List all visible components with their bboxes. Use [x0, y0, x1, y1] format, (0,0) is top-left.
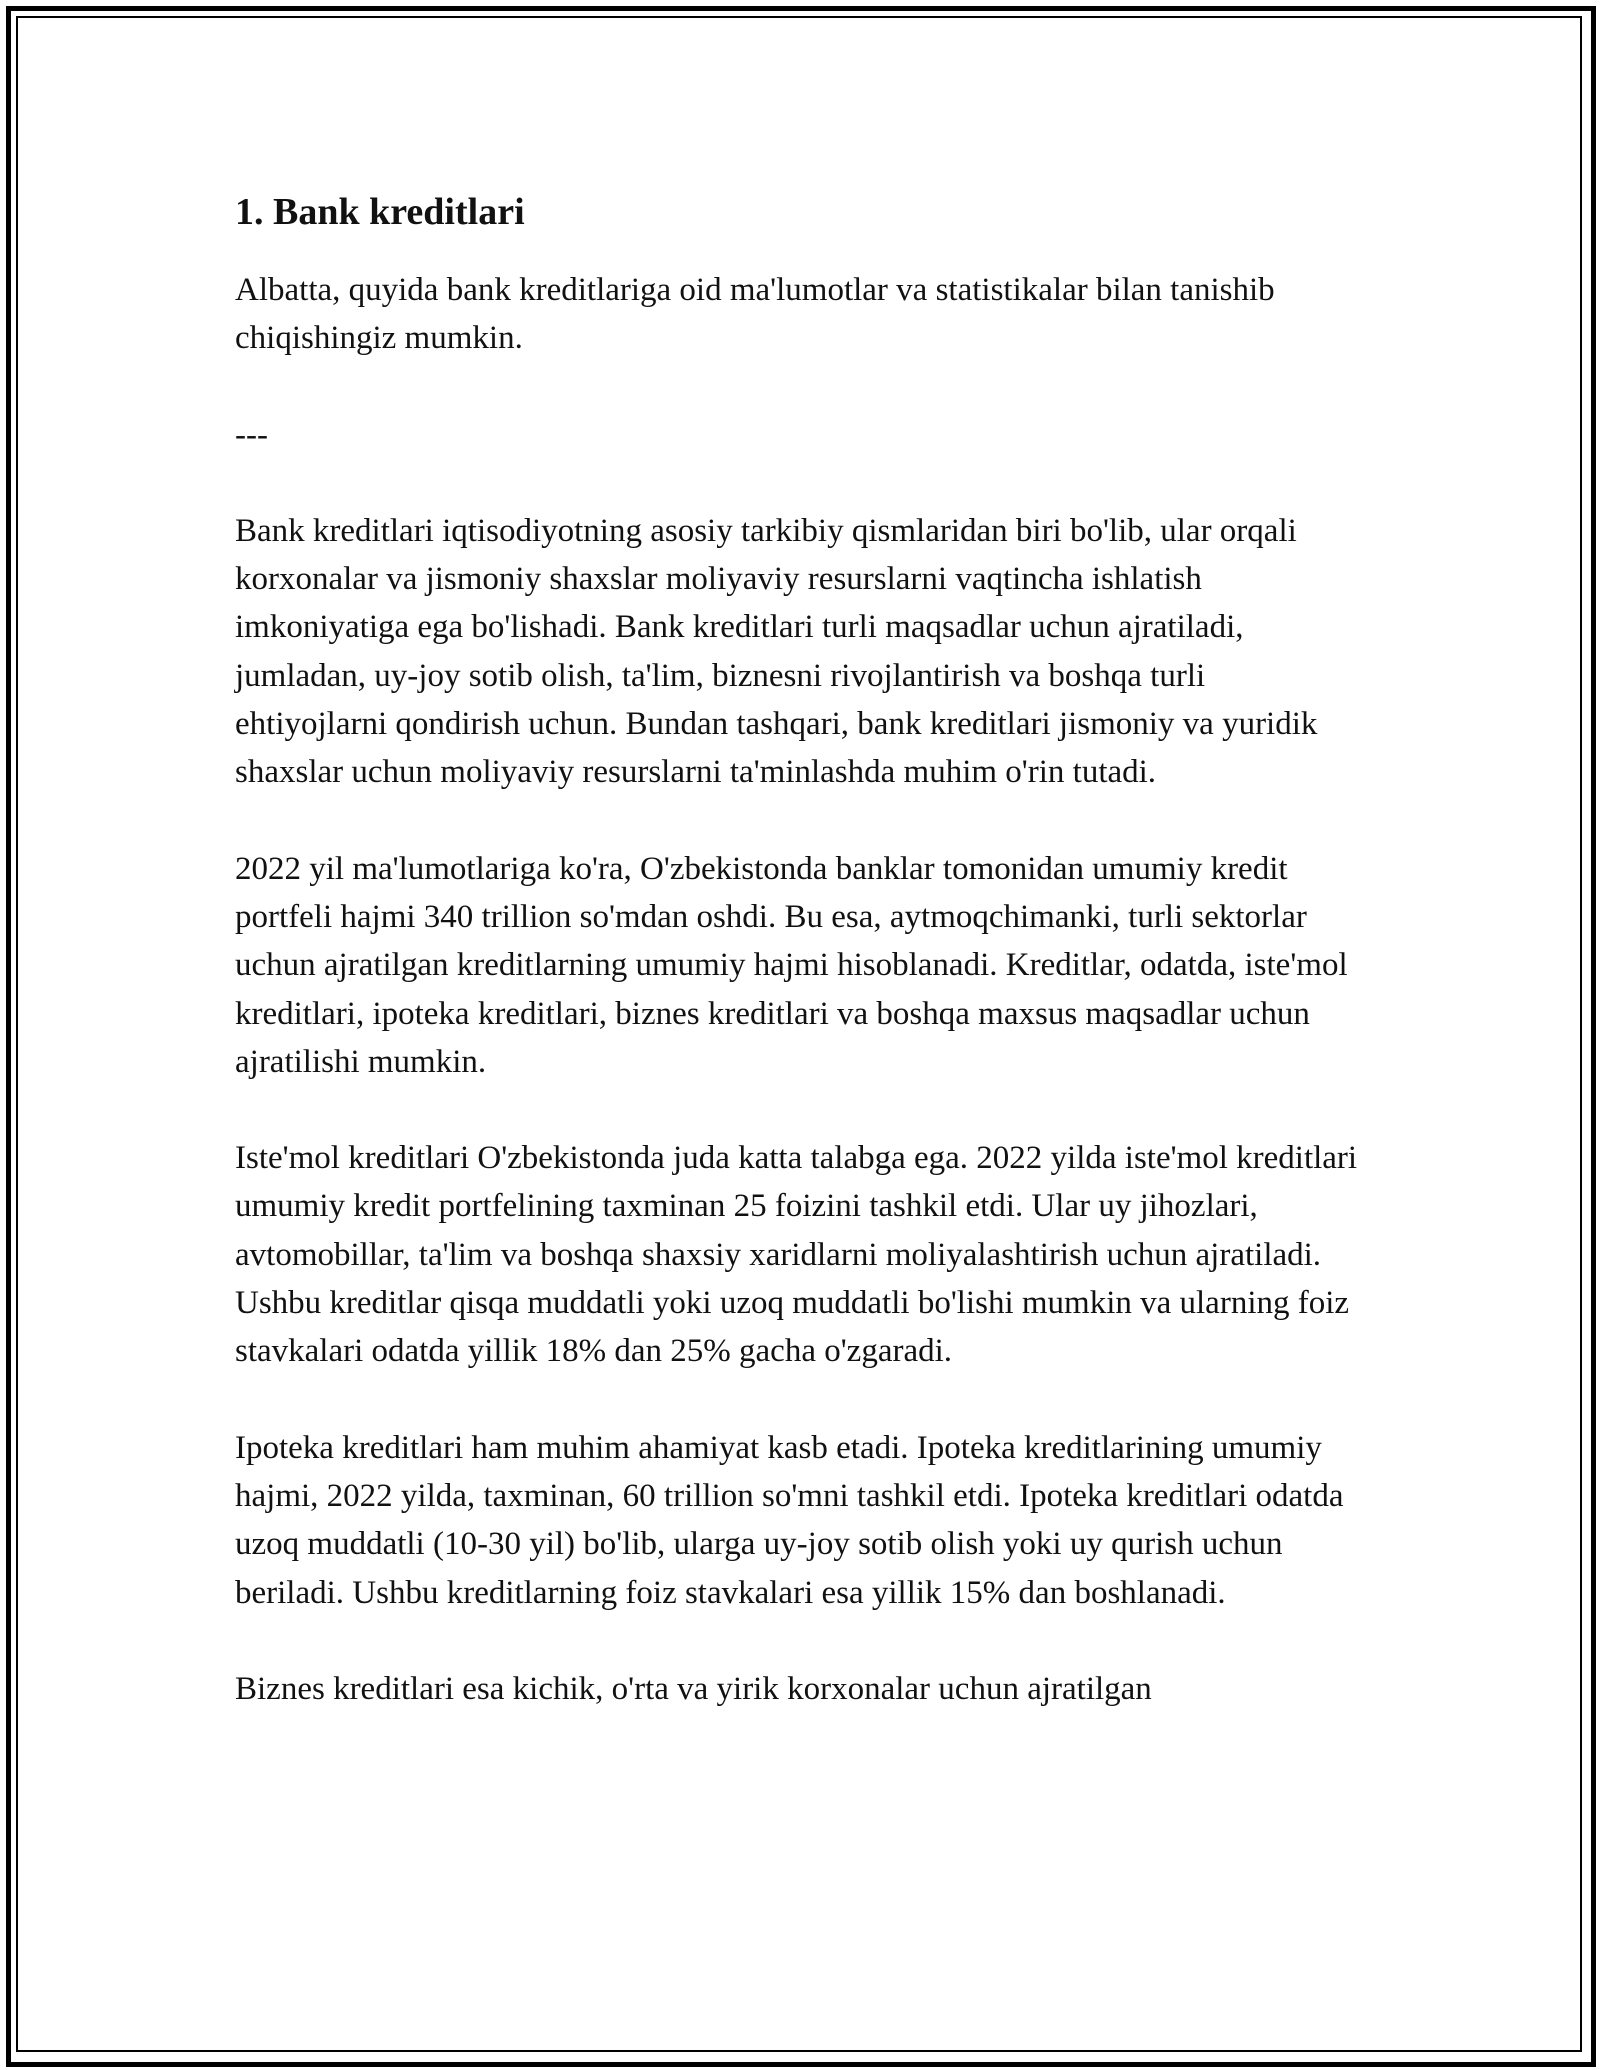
section-heading: 1. Bank kreditlari — [235, 191, 525, 233]
paragraph-overview: Bank kreditlari iqtisodiyotning asosiy tarkibiy qismlaridan biri bo'lib, ular orqali korxonalar va jismoniy shaxslar moliyaviy resurslarni vaqtincha ishlatish imkoniyatiga ega bo'lishadi. Bank kreditlari turli maqsadlar uchun ajratiladi, jumladan, uy-joy sotib olish, ta'lim, biznesni rivojlantirish va boshqa turli ehtiyojlarni qondirish uchun. Bundan tashqari, bank kreditlari jismoniy va yuridik shaxslar uchun moliyaviy resurslarni ta'minlashda muhim o'rin tutadi. — [235, 512, 1318, 791]
paragraph-business-loans: Biznes kreditlari esa kichik, o'rta va yirik korxonalar uchun ajratilgan — [235, 1670, 1152, 1707]
paragraph-mortgage-loans: Ipoteka kreditlari ham muhim ahamiyat kasb etadi. Ipoteka kreditlarining umumiy hajmi, 2022 yilda, taxminan, 60 trillion so'mni tashkil etdi. Ipoteka kreditlari odatda uzoq muddatli (10-30 yil) bo'lib, ularga uy-joy sotib olish yoki uy qurish uchun beriladi. Ushbu kreditlarning foiz stavkalari esa yillik 15% dan boshlanadi. — [235, 1429, 1344, 1611]
paragraph-portfolio: 2022 yil ma'lumotlariga ko'ra, O'zbekistonda banklar tomonidan umumiy kredit portfeli hajmi 340 trillion so'mdan oshdi. Bu esa, aytmoqchimanki, turli sektorlar uchun ajratilgan kreditlarning umumiy hajmi hisoblanadi. Kreditlar, odatda, iste'mol kreditlari, ipoteka kreditlari, biznes kreditlari va boshqa maxsus maqsadlar uchun ajratilishi mumkin. — [235, 850, 1348, 1080]
intro-paragraph: Albatta, quyida bank kreditlariga oid ma'lumotlar va statistikalar bilan tanishib chiqishingiz mumkin. — [235, 272, 1275, 357]
document-body — [235, 188, 1365, 1761]
section-divider: --- — [235, 416, 268, 453]
paragraph-consumer-loans: Iste'mol kreditlari O'zbekistonda juda katta talabga ega. 2022 yilda iste'mol kreditlari umumiy kredit portfelining taxminan 25 foizini tashkil etdi. Ular uy jihozlari, avtomobillar, ta'lim va boshqa shaxsiy xaridlarni moliyalashtirish uchun ajratiladi. Ushbu kreditlar qisqa muddatli yoki uzoq muddatli bo'lishi mumkin va ularning foiz stavkalari odatda yillik 18% dan 25% gacha o'zgaradi. — [235, 1140, 1358, 1370]
